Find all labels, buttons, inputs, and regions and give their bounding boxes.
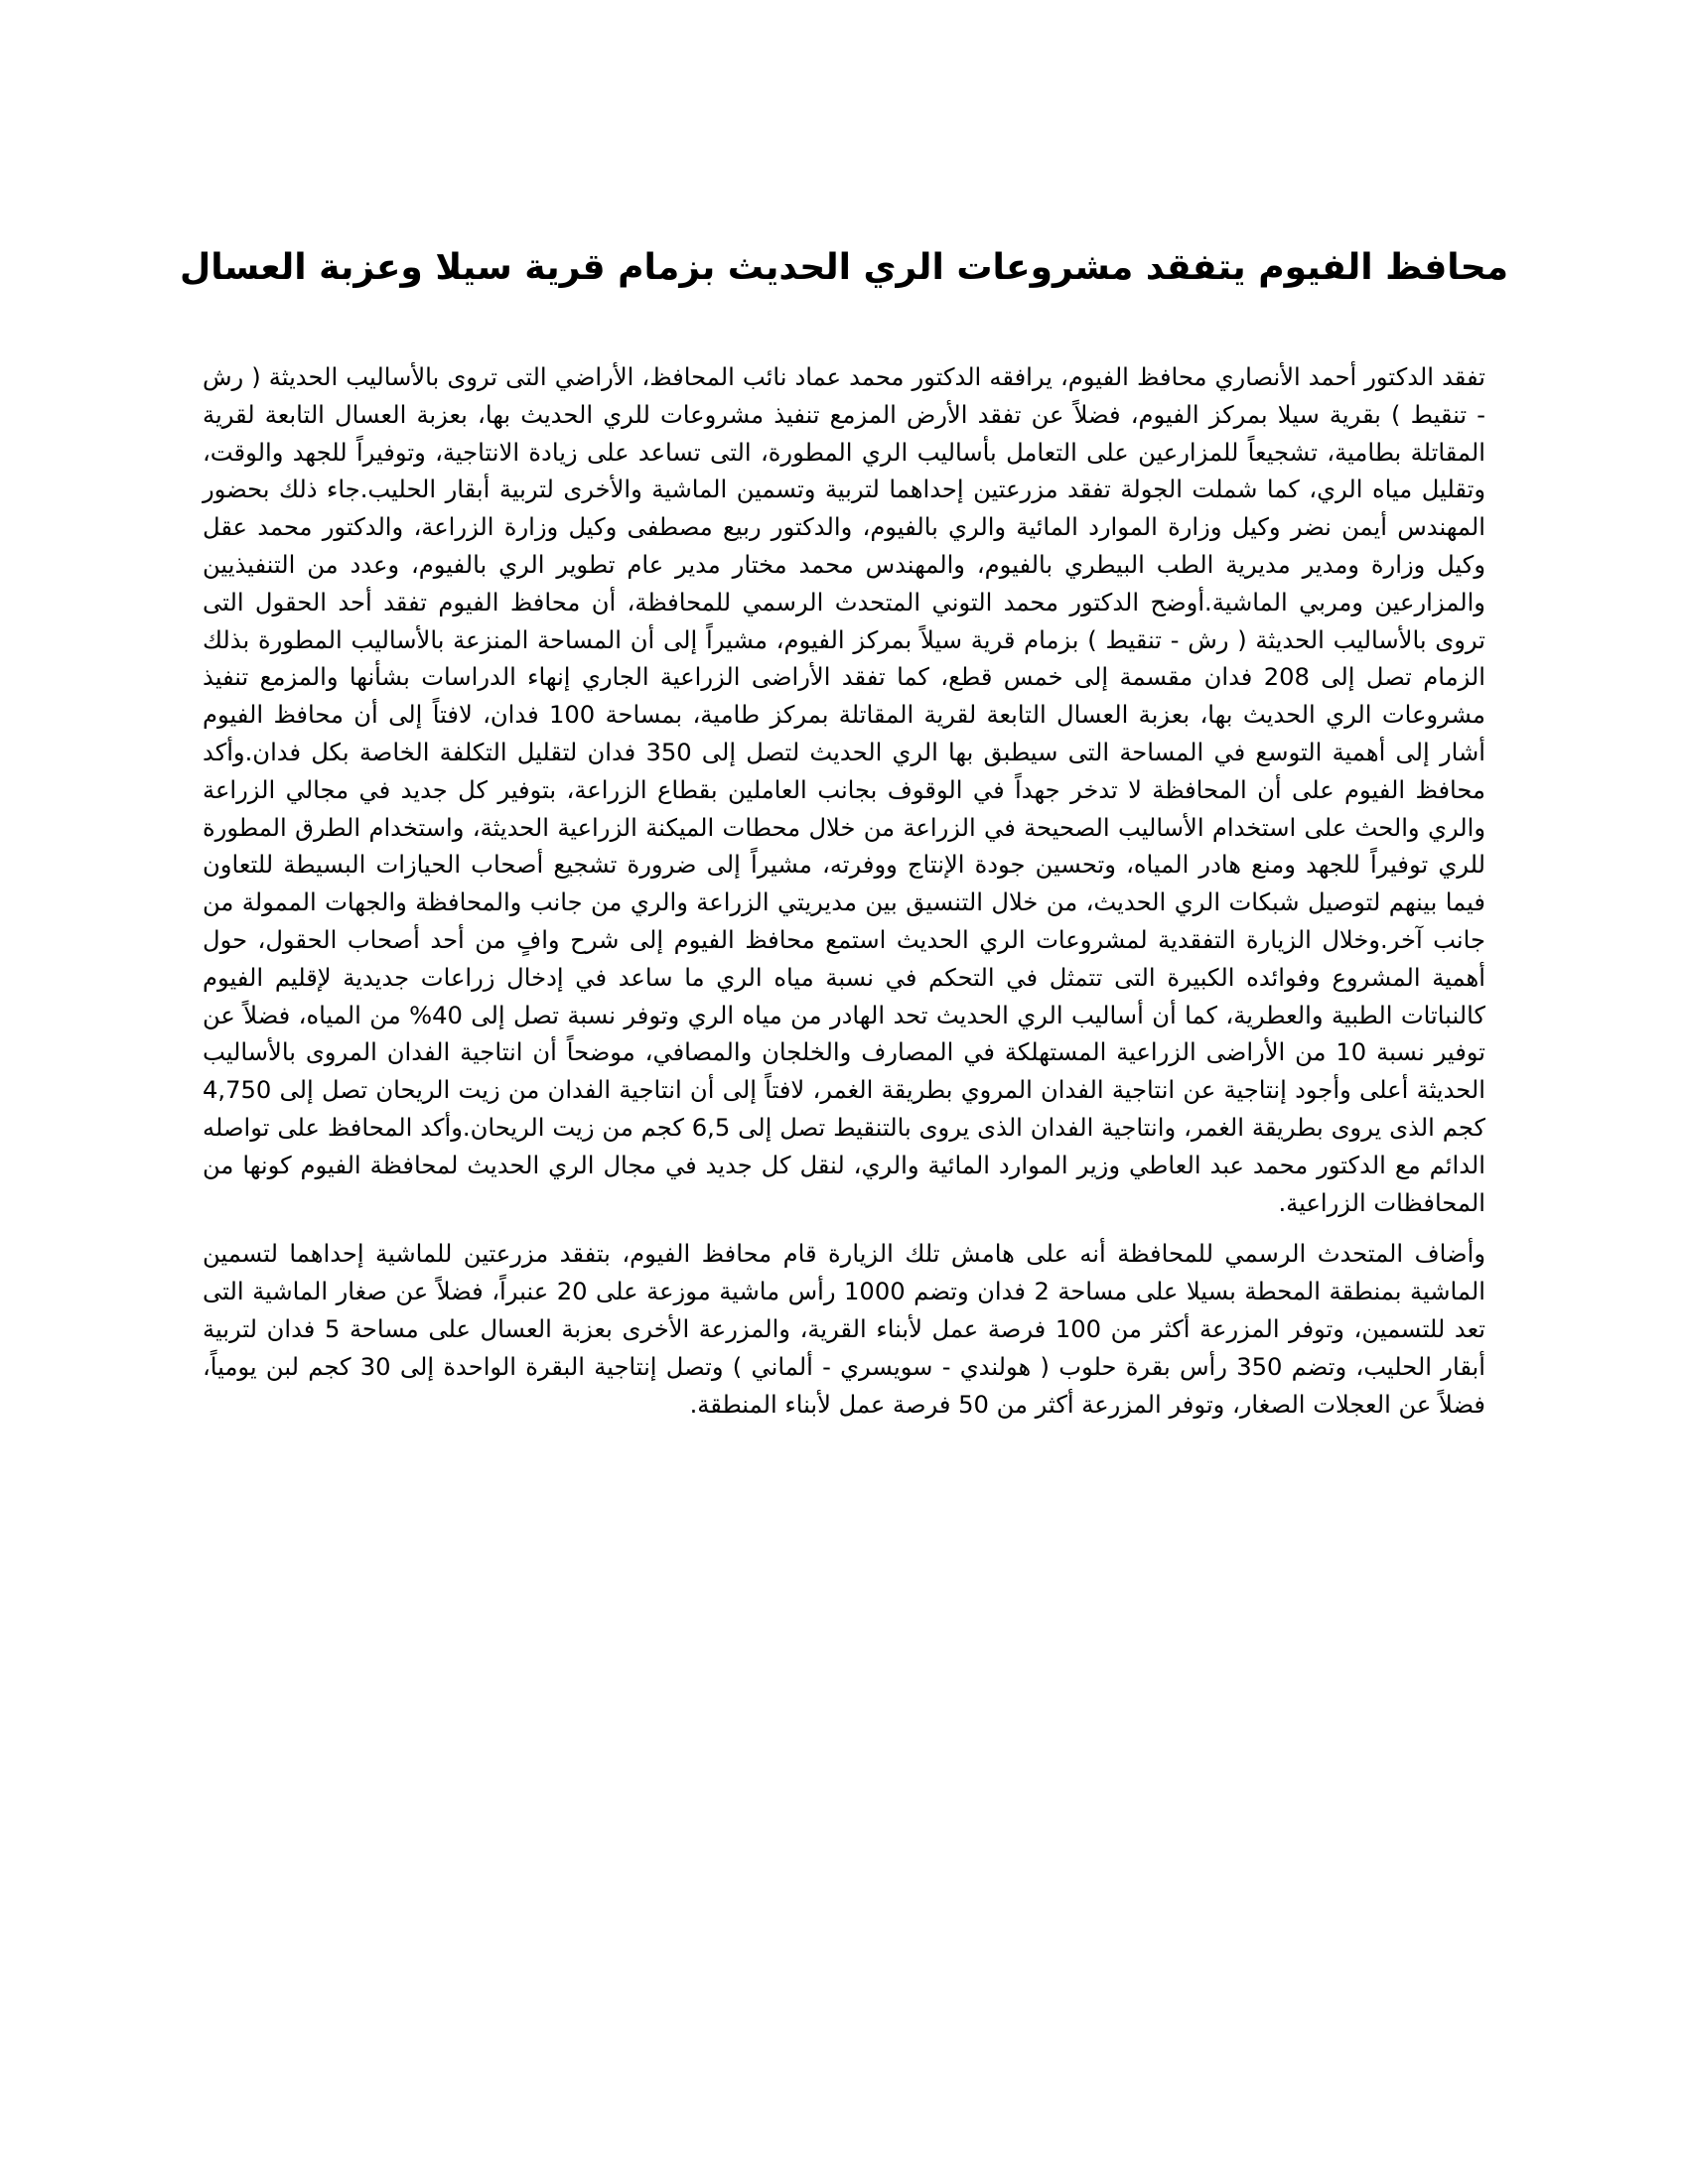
body-paragraph-2: وأضاف المتحدث الرسمي للمحافظة أنه على هامش تلك الزيارة قام محافظ الفيوم، بتفقد مزرعتين للماشية إحداهما لتسمين الماشية بمنطقة المحطة بسيلا على مساحة 2 فدان وتضم 1000 رأس ماشية موزعة على 20 عنبراً، فضلاً عن صغار الماشية التى تعد للتسمين، وتوفر المزرعة أكثر من 100 فرصة عمل لأبناء القرية، والمزرعة الأخرى بعزبة العسال على مساحة 5 فدان لتربية أبقار الحليب، وتضم 350 رأس بقرة حلوب ( هولندي - سويسري - ألماني ) وتصل إنتاجية البقرة الواحدة إلى 30 كجم لبن يومياً، فضلاً عن العجلات الصغار، وتوفر المزرعة أكثر من 50 فرصة عمل لأبناء المنطقة. — [203, 1240, 1486, 1419]
body-paragraph-1: تفقد الدكتور أحمد الأنصاري محافظ الفيوم، يرافقه الدكتور محمد عماد نائب المحافظ، الأراضي التى تروى بالأساليب الحديثة ( رش - تنقيط ) بقرية سيلا بمركز الفيوم، فضلاً عن تفقد الأرض المزمع تنفيذ مشروعات للري الحديث بها، بعزبة العسال التابعة لقرية المقاتلة بطامية، تشجيعاً للمزارعين على التعامل بأساليب الري المطورة، التى تساعد على زيادة الانتاجية، وتوفيراً للجهد والوقت، وتقليل مياه الري، كما شملت الجولة تفقد مزرعتين إحداهما لتربية وتسمين الماشية والأخرى لتربية أبقار الحليب.جاء ذلك بحضور المهندس أيمن نضر وكيل وزارة الموارد المائية والري بالفيوم، والدكتور ربيع مصطفى وكيل وزارة الزراعة، والدكتور محمد عقل وكيل وزارة ومدير مديرية الطب البيطري بالفيوم، والمهندس محمد مختار مدير عام تطوير الري بالفيوم، وعدد من التنفيذيين والمزارعين ومربي الماشية.أوضح الدكتور محمد التوني المتحدث الرسمي للمحافظة، أن محافظ الفيوم تفقد أحد الحقول التى تروى بالأساليب الحديثة ( رش - تنقيط ) بزمام قرية سيلاً بمركز الفيوم، مشيراً إلى أن المساحة المنزعة بالأساليب المطورة بذلك الزمام تصل إلى 208 فدان مقسمة إلى خمس قطع، كما تفقد الأراضى الزراعية الجاري إنهاء الدراسات بشأنها والمزمع تنفيذ مشروعات الري الحديث بها، بعزبة العسال التابعة لقرية المقاتلة بمركز طامية، بمساحة 100 فدان، لافتاً إلى أن محافظ الفيوم أشار إلى أهمية التوسع في المساحة التى سيطبق بها الري الحديث لتصل إلى 350 فدان لتقليل التكلفة الخاصة بكل فدان.وأكد محافظ الفيوم على أن المحافظة لا تدخر جهداً في الوقوف بجانب العاملين بقطاع الزراعة، بتوفير كل جديد في مجالي الزراعة والري والحث على استخدام الأساليب الصحيحة في الزراعة من خلال محطات الميكنة الزراعية الحديثة، واستخدام الطرق المطورة للري توفيراً للجهد ومنع هادر المياه، وتحسين جودة الإنتاج ووفرته، مشيراً إلى ضرورة تشجيع أصحاب الحيازات البسيطة للتعاون فيما بينهم لتوصيل شبكات الري الحديث، من خلال التنسيق بين مديريتي الزراعة والري من جانب والمحافظة والجهات الممولة من جانب آخر.وخلال الزيارة التفقدية لمشروعات الري الحديث استمع محافظ الفيوم إلى شرح وافٍ من أحد أصحاب الحقول، حول أهمية المشروع وفوائده الكبيرة التى تتمثل في التحكم في نسبة مياه الري ما ساعد في إدخال زراعات جديدية لإقليم الفيوم كالنباتات الطبية والعطرية، كما أن أساليب الري الحديث تحد الهادر من مياه الري وتوفر نسبة تصل إلى 40% من المياه، فضلاً عن توفير نسبة 10 من الأراضى الزراعية المستهلكة في المصارف والخلجان والمصافي، موضحاً أن انتاجية الفدان المروى بالأساليب الحديثة أعلى وأجود إنتاجية عن انتاجية الفدان المروي بطريقة الغمر، لافتاً إلى أن انتاجية الفدان من زيت الريحان تصل إلى 4,750 كجم الذى يروى بطريقة الغمر، وانتاجية الفدان الذى يروى بالتنقيط تصل إلى 6,5 كجم من زيت الريحان.وأكد المحافظ على تواصله الدائم مع الدكتور محمد عبد العاطي وزير الموارد المائية والري، لنقل كل جديد في مجال الري الحديث لمحافظة الفيوم كونها من المحافظات الزراعية. — [203, 363, 1486, 1217]
document-title: محافظ الفيوم يتفقد مشروعات الري الحديث بزمام قرية سيلا وعزبة العسال — [179, 247, 1509, 288]
document-body — [203, 359, 1485, 1424]
